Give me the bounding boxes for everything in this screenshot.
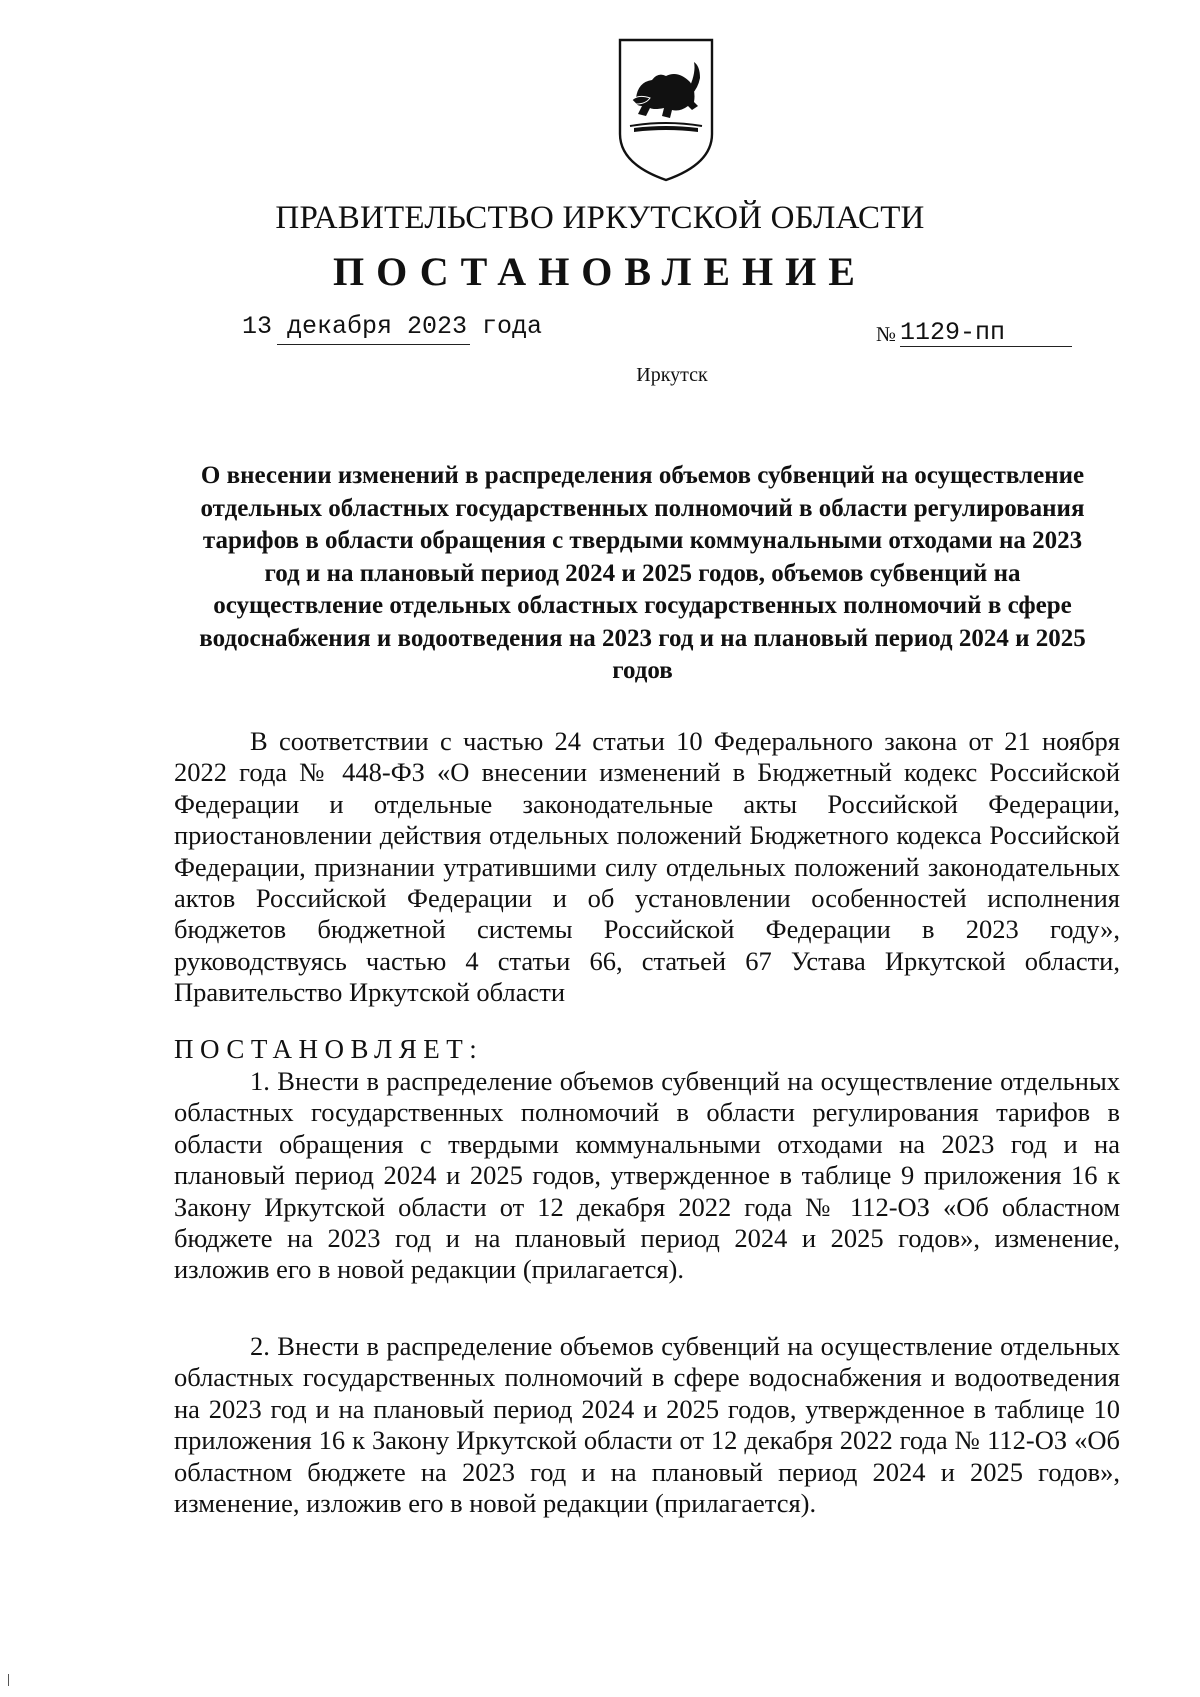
document-type-heading: ПОСТАНОВЛЕНИЕ [333, 249, 867, 294]
item-2-text: 2. Внести в распределение объемов субвенций на осуществление отдельных областных государственных полномочий в сфере водоснабжения и водоотведения на 2023 год и на плановый период 2024 и 2025 годов, утвержденное в таблице 10 приложения 16 к Закону Иркутской области от 12 декабря 2022 года № 112-ОЗ «Об областном бюджете на 2023 год и на плановый период 2024 и 2025 годов», изменение, изложив его в новой редакции (прилагается). [174, 1331, 1120, 1519]
coat-of-arms-icon [616, 36, 716, 184]
number-underline [900, 346, 1072, 347]
document-title: О внесении изменений в распределения объемов субвенций на осуществление отдельных областных государственных полномочий в области регулирования тарифов в области обращения с твердыми коммунальными отходами на 2023 год и на плановый период 2024 и 2025 годов, объемов субвенций на осуществление отдельных областных государственных полномочий в сфере водоснабжения и водоотведения на 2023 год и на плановый период 2024 и 2025 годов [199, 462, 1086, 684]
intro-text: В соответствии с частью 24 статьи 10 Федерального закона от 21 ноября 2022 года № 448-ФЗ «О внесении изменений в Бюджетный кодекс Российской Федерации и отдельные законодательные акты Российской Федерации, приостановлении действия отдельных положений Бюджетного кодекса Российской Федерации, признании утратившими силу отдельных положений законодательных актов Российской Федерации и об установлении особенностей исполнения бюджетов бюджетной системы Российской Федерации в 2023 году», руководствуясь частью 4 статьи 66, статьей 67 Устава Иркутской области, Правительство Иркутской области [174, 726, 1120, 1008]
item-1-text: 1. Внести в распределение объемов субвенций на осуществление отдельных областных государственных полномочий в области регулирования тарифов в области обращения с твердыми коммунальными отходами на 2023 год и на плановый период 2024 и 2025 годов, утвержденное в таблице 9 приложения 16 к Закону Иркутской области от 12 декабря 2022 года № 112-ОЗ «Об областном бюджете на 2023 год и на плановый период 2024 и 2025 годов», изменение, изложив его в новой редакции (прилагается). [174, 1066, 1120, 1285]
document-number: 1129-пп [900, 318, 1006, 347]
decides-heading: ПОСТАНОВЛЯЕТ: [174, 1034, 484, 1064]
item-1-paragraph [174, 1066, 1120, 1286]
number-sign: № [876, 322, 897, 346]
date-underline [277, 344, 470, 345]
government-name: ПРАВИТЕЛЬСТВО ИРКУТСКОЙ ОБЛАСТИ [275, 200, 925, 236]
city-name: Иркутск [636, 364, 708, 386]
scan-mark [8, 1674, 9, 1686]
intro-paragraph [174, 726, 1120, 1009]
document-date: 13 декабря 2023 года [242, 312, 543, 341]
item-2-paragraph [174, 1331, 1120, 1519]
